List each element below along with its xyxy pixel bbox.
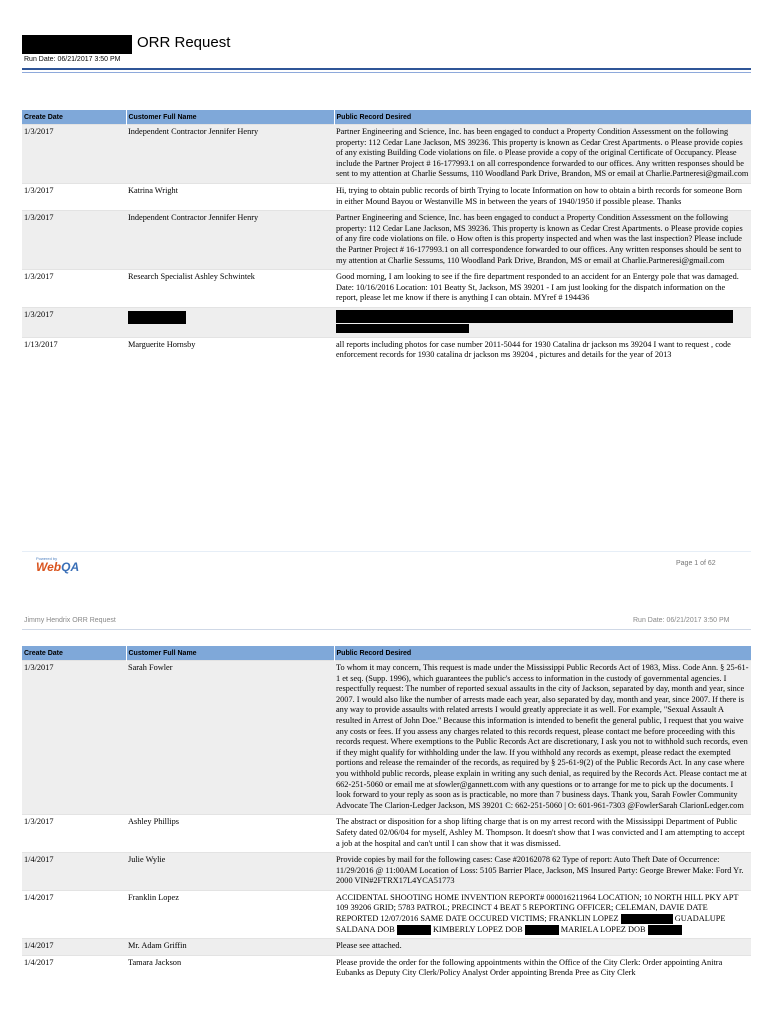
cell-record: Partner Engineering and Science, Inc. has been engaged to conduct a Property Condition Assessment on the following property: 112 Cedar Lane Jackson, MS 39236. This property is known as Cedar Crest Apartments. o Please provide copies of any existing Building Code violations on file. o Please provide a copy of the original Certificate of Occupancy. Please include the Partner Project # 16-177993.1 on all correspondence forwarded to our offices. Any written responses should be sent to my attention at Charlie Sessums, 110 Woodland Park Drive, Brandon, MS or email at Charlie.Partneresi@gmail.com — [334, 125, 751, 184]
cell-name: Independent Contractor Jennifer Henry — [126, 125, 334, 184]
col-create-date: Create Date — [22, 646, 126, 661]
cell-date: 1/4/2017 — [22, 853, 126, 891]
cell-record: Hi, trying to obtain public records of birth Trying to locate Information on how to obtain a birth records for someone Born in either Mound Bayou or Westanville MS in between the years of 1940/1950 if possible please. Thanks — [334, 183, 751, 210]
table-row — [22, 939, 751, 956]
records-table-page2 — [22, 646, 752, 982]
page2-header-title: Jimmy Hendrix ORR Request — [24, 617, 116, 624]
redacted-name — [128, 311, 186, 324]
page-number: Page 1 of 62 — [676, 560, 716, 567]
redacted-record — [336, 310, 733, 323]
table-row — [22, 337, 751, 364]
cell-record: all reports including photos for case number 2011-5044 for 1930 Catalina dr jackson ms 39204 I want to request , code enforcement records for 1930 catalina dr jackson ms 39204 , pictures and details for the year of 2013 — [334, 337, 751, 364]
table-row — [22, 815, 751, 853]
cell-name: Sarah Fowler — [126, 661, 334, 815]
cell-date: 1/3/2017 — [22, 661, 126, 815]
table-header-row — [22, 646, 751, 661]
col-customer-name: Customer Full Name — [126, 110, 334, 125]
cell-date: 1/4/2017 — [22, 890, 126, 938]
record-text: MARIELA LOPEZ DOB — [560, 924, 646, 934]
cell-record: The abstract or disposition for a shop lifting charge that is on my arrest record with the Mississippi Department of Public Safety dated 02/06/04 for myself, Ashley M. Thompson. It doesn't show that I was convicted and I am attempting to accept a job at the hospital and can't until I can show that it was dismissed. — [334, 815, 751, 853]
table-row — [22, 955, 751, 982]
logo-powered-by: Powered by — [36, 556, 58, 561]
redacted-dob — [525, 925, 559, 935]
cell-name: Julie Wylie — [126, 853, 334, 891]
table-header-row — [22, 110, 751, 125]
redacted-dob — [397, 925, 431, 935]
cell-name-redacted — [126, 307, 334, 337]
header-rule-thin — [22, 72, 751, 73]
footer-rule — [22, 551, 751, 552]
cell-date: 1/3/2017 — [22, 125, 126, 184]
table-row — [22, 307, 751, 337]
table-row — [22, 270, 751, 308]
col-public-record: Public Record Desired — [334, 110, 751, 125]
cell-name: Franklin Lopez — [126, 890, 334, 938]
col-customer-name: Customer Full Name — [126, 646, 334, 661]
table-row — [22, 211, 751, 270]
table-row — [22, 661, 751, 815]
record-text: GUADALUPE SALDANA DOB — [336, 914, 726, 934]
cell-date: 1/13/2017 — [22, 337, 126, 364]
table-row — [22, 853, 751, 891]
cell-record: Good morning, I am looking to see if the fire department responded to an accident for an Entergy pole that was damaged. Date: 10/16/2016 Location: 101 Beatty St, Jackson, MS 39201 - I am just looking for the dispatch information on the report, please let me know if there is anything I can obtain. MYref # 194436 — [334, 270, 751, 308]
redacted-owner-name — [22, 35, 132, 54]
page2-run-date: Run Date: 06/21/2017 3:50 PM — [633, 617, 730, 624]
cell-name: Research Specialist Ashley Schwintek — [126, 270, 334, 308]
redacted-dob — [648, 925, 682, 935]
cell-name: Mr. Adam Griffin — [126, 939, 334, 956]
cell-date: 1/4/2017 — [22, 939, 126, 956]
record-text: ACCIDENTAL SHOOTING HOME INVENTION REPORT# 000016211964 LOCATION; 10 NORTH HILL PKY APT 109 39206 GRID; 5783 PATROL; PRECINCT 4 BEAT 5 REPORTING OFFICER; CELEMAN, DAVIE DATE REPORTED 12/07/2016 SAME DATE OCCURED VICTIMS; FRANKLIN LOPEZ — [336, 892, 739, 924]
redacted-dob — [621, 914, 673, 924]
cell-name: Katrina Wright — [126, 183, 334, 210]
cell-record: Partner Engineering and Science, Inc. has been engaged to conduct a Property Condition Assessment on the following property: 112 Cedar Lane Jackson, MS 39236. This property is known as Cedar Crest Apartments. o Please provide copies of any fire code violations on file. o How often is this property inspected and when was the last inspection? Please include the Partner Project # 16-177993.1 on all correspondence forwarded to our offices. Any written responses should be sent to my attention at Charlie Sessums, 110 Woodland Park Drive, Brandon, MS or email at Charlie.Partneresi@gmail.com — [334, 211, 751, 270]
cell-date: 1/3/2017 — [22, 270, 126, 308]
webqa-logo — [36, 556, 79, 574]
cell-name: Independent Contractor Jennifer Henry — [126, 211, 334, 270]
cell-name: Ashley Phillips — [126, 815, 334, 853]
cell-date: 1/3/2017 — [22, 815, 126, 853]
record-text: KIMBERLY LOPEZ DOB — [432, 924, 523, 934]
table-row — [22, 125, 751, 184]
logo-qa: QA — [61, 560, 80, 574]
page2-header-rule — [22, 629, 751, 630]
table-row — [22, 890, 751, 938]
cell-name: Tamara Jackson — [126, 955, 334, 982]
logo-web: Web — [36, 560, 62, 574]
col-create-date: Create Date — [22, 110, 126, 125]
redacted-record — [336, 324, 469, 333]
cell-record: To whom it may concern, This request is made under the Mississippi Public Records Act of 1983, Miss. Code Ann. § 25-61-1 et seq. (Supp. 1996), which guarantees the public's access to information in the custody of governmental agencies. I respectfully request: The number of reported sexual assaults in the city of Jackson, separated by day, month and year, since 2007. I would also like the number of arrests made each year, also separated by day, month and year, since 2007. If there is any way to provide assaults with related arrests I would greatly appreciate it as well. For example, "Sexual Assault A resulted in Arrest of John Doe." Because this information is intended to benefit the general public, I request that you waive any costs or fees. If you assess any charges related to this records request, please contact me before proceeding with this records request. Where exemptions to the Public Records Act are discretionary, I ask you not to withhold such records, even if they might qualify for withholding under the law. If you withhold any records as exempt, please redact the exempted portions and release the remainder of the records, as required by § 25-61-9(2) of the Public Records Act. In any case where you withhold public records, please explain in writing any such denial, as required by the Records Act. Please contact me at 662-251-5060 or email me at sfowler@gannett.com with any questions or to arrange for me to pick up the documents. I look forward to your reply as soon as is practicable, no more than 7 business days. Thank you, Sarah Fowler Community Advocate The Clarion-Ledger Jackson, MS 39201 C: 662-251-5060 | O: 601-961-7303 @FowlerSarah ClarionLedger.com — [334, 661, 751, 815]
cell-record: Please provide the order for the following appointments within the Office of the City Clerk: Order appointing Anitra Eubanks as Deputy City Clerk/Policy Analyst Order appointing Brenda Pree as City Clerk — [334, 955, 751, 982]
cell-date: 1/3/2017 — [22, 307, 126, 337]
col-public-record: Public Record Desired — [334, 646, 751, 661]
cell-date: 1/3/2017 — [22, 183, 126, 210]
cell-date: 1/3/2017 — [22, 211, 126, 270]
page-title: ORR Request — [137, 34, 231, 51]
cell-name: Marguerite Hornsby — [126, 337, 334, 364]
table-row — [22, 183, 751, 210]
cell-record: Please see attached. — [334, 939, 751, 956]
header-rule — [22, 68, 751, 70]
cell-record: Provide copies by mail for the following cases: Case #20162078 62 Type of report: Auto Theft Date of Occurrence: 11/29/2016 @ 11:00AM Location of Loss: 5105 Barrier Place, Jackson, MS Insured Party: George Brewer Make: Ford Yr. 2000 VIN#2FTRX17L4YCA51773 — [334, 853, 751, 891]
cell-record — [334, 890, 751, 938]
records-table-page1 — [22, 110, 752, 364]
run-date: Run Date: 06/21/2017 3:50 PM — [24, 56, 121, 63]
cell-date: 1/4/2017 — [22, 955, 126, 982]
cell-record-redacted — [334, 307, 751, 337]
